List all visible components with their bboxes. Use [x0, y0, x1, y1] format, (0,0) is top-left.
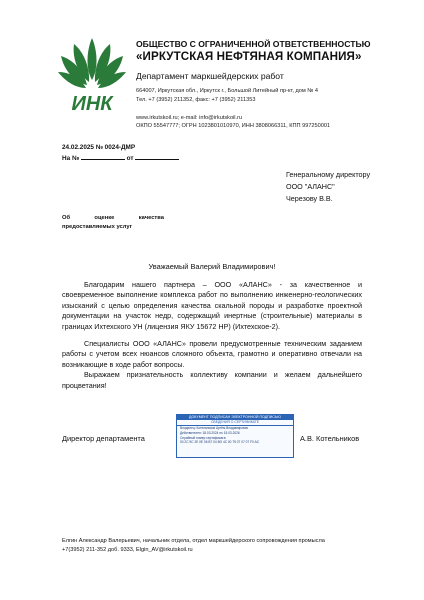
- signatory-name: А.В. Котельников: [300, 434, 360, 443]
- letter-body: [62, 280, 362, 391]
- executor-info: Елгин Александр Валерьевич, начальник отдела, отдел маркшейдерского сопровождения промысла: [62, 538, 325, 544]
- letter-greeting: Уважаемый Валерий Владимирович!: [148, 262, 276, 271]
- org-legal-form: ОБЩЕСТВО С ОГРАНИЧЕННОЙ ОТВЕТСТВЕННОСТЬЮ: [136, 39, 371, 49]
- org-registration-codes: ОКПО 55547777; ОГРН 1023801010970, ИНН 3808066311, КПП 997250001: [136, 123, 331, 129]
- incoming-number-label: На №: [62, 155, 80, 162]
- subject-line-1: Об оценке качества: [62, 215, 164, 221]
- incoming-reference: [62, 153, 179, 162]
- incoming-date-label: от: [126, 155, 134, 162]
- e-signature-stamp: [176, 414, 294, 458]
- executor-contacts: +7(3952) 211-352 доб. 9333, Elgin_AV@irkutskoil.ru: [62, 547, 193, 553]
- stamp-header: ДОКУМЕНТ ПОДПИСАН ЭЛЕКТРОННОЙ ПОДПИСЬЮ: [177, 415, 293, 420]
- incoming-number-blank: [81, 153, 125, 160]
- company-logo: [56, 36, 128, 118]
- logo-text: ИНК: [71, 93, 113, 115]
- addressee-company: ООО "АЛАНС": [286, 182, 335, 191]
- stamp-serial-label: Серийный номер сертификата:: [180, 435, 227, 440]
- incoming-date-blank: [135, 153, 179, 160]
- department-name: Департамент маркшейдерских работ: [136, 71, 284, 81]
- letter-paragraph-2: Специалисты ООО «АЛАНС» провели предусмотренные техническим заданием работы с учетом всех нюансов сложного объекта, грамотно и оперативно отвечали на возникающие в ходе работ вопросы.: [62, 339, 362, 369]
- stamp-owner: Владелец: Котельников Артём Владимирович: [180, 426, 249, 430]
- org-address: 664007, Иркутская обл., Иркутск г., Большой Литейный пр-кт, дом № 4: [136, 88, 318, 94]
- stamp-validity: Действителен: 18.03.2024 по 15.03.2026: [180, 430, 240, 435]
- org-web-email: www.irkutskoil.ru; e-mail: info@irkutskoil.ru: [136, 115, 243, 121]
- addressee-name: Черезову В.В.: [286, 194, 333, 203]
- addressee-position: Генеральному директору: [286, 170, 371, 179]
- letter-paragraph-1: Благодарим нашего партнера – ООО «АЛАНС» - за качественное и своевременное выполнение комплекса работ по выполнению инженерно-геологических изысканий с целью определения качества скальной породы и разработке проектной документации на участок недр, содержащий инертные (строительные) материалы в границах Ихтехского УН (лицензия ЯКУ 15672 НР) (Ихтехское-2).: [62, 280, 362, 331]
- stamp-serial: 00 2С 9С 2Е 0Е 06 В7 04 ВО 4С 00 75 07 07 07 F0 АС: [180, 440, 260, 445]
- org-phones: Тел. +7 (3952) 211352, факс: +7 (3952) 211353: [136, 97, 256, 103]
- ink-logo-icon: [56, 36, 128, 118]
- subject-line-2: предоставляемых услуг: [62, 224, 133, 230]
- stamp-subheader: СВЕДЕНИЯ О СЕРТИФИКАТЕ: [177, 420, 293, 426]
- letter-paragraph-3: Выражаем признательность коллективу компании и желаем дальнейшего процветания!: [62, 370, 362, 390]
- org-name: «ИРКУТСКАЯ НЕФТЯНАЯ КОМПАНИЯ»: [136, 50, 362, 63]
- document-number: 24.02.2025 № 0024-ДМР: [62, 144, 136, 151]
- signatory-title: Директор департамента: [62, 434, 145, 443]
